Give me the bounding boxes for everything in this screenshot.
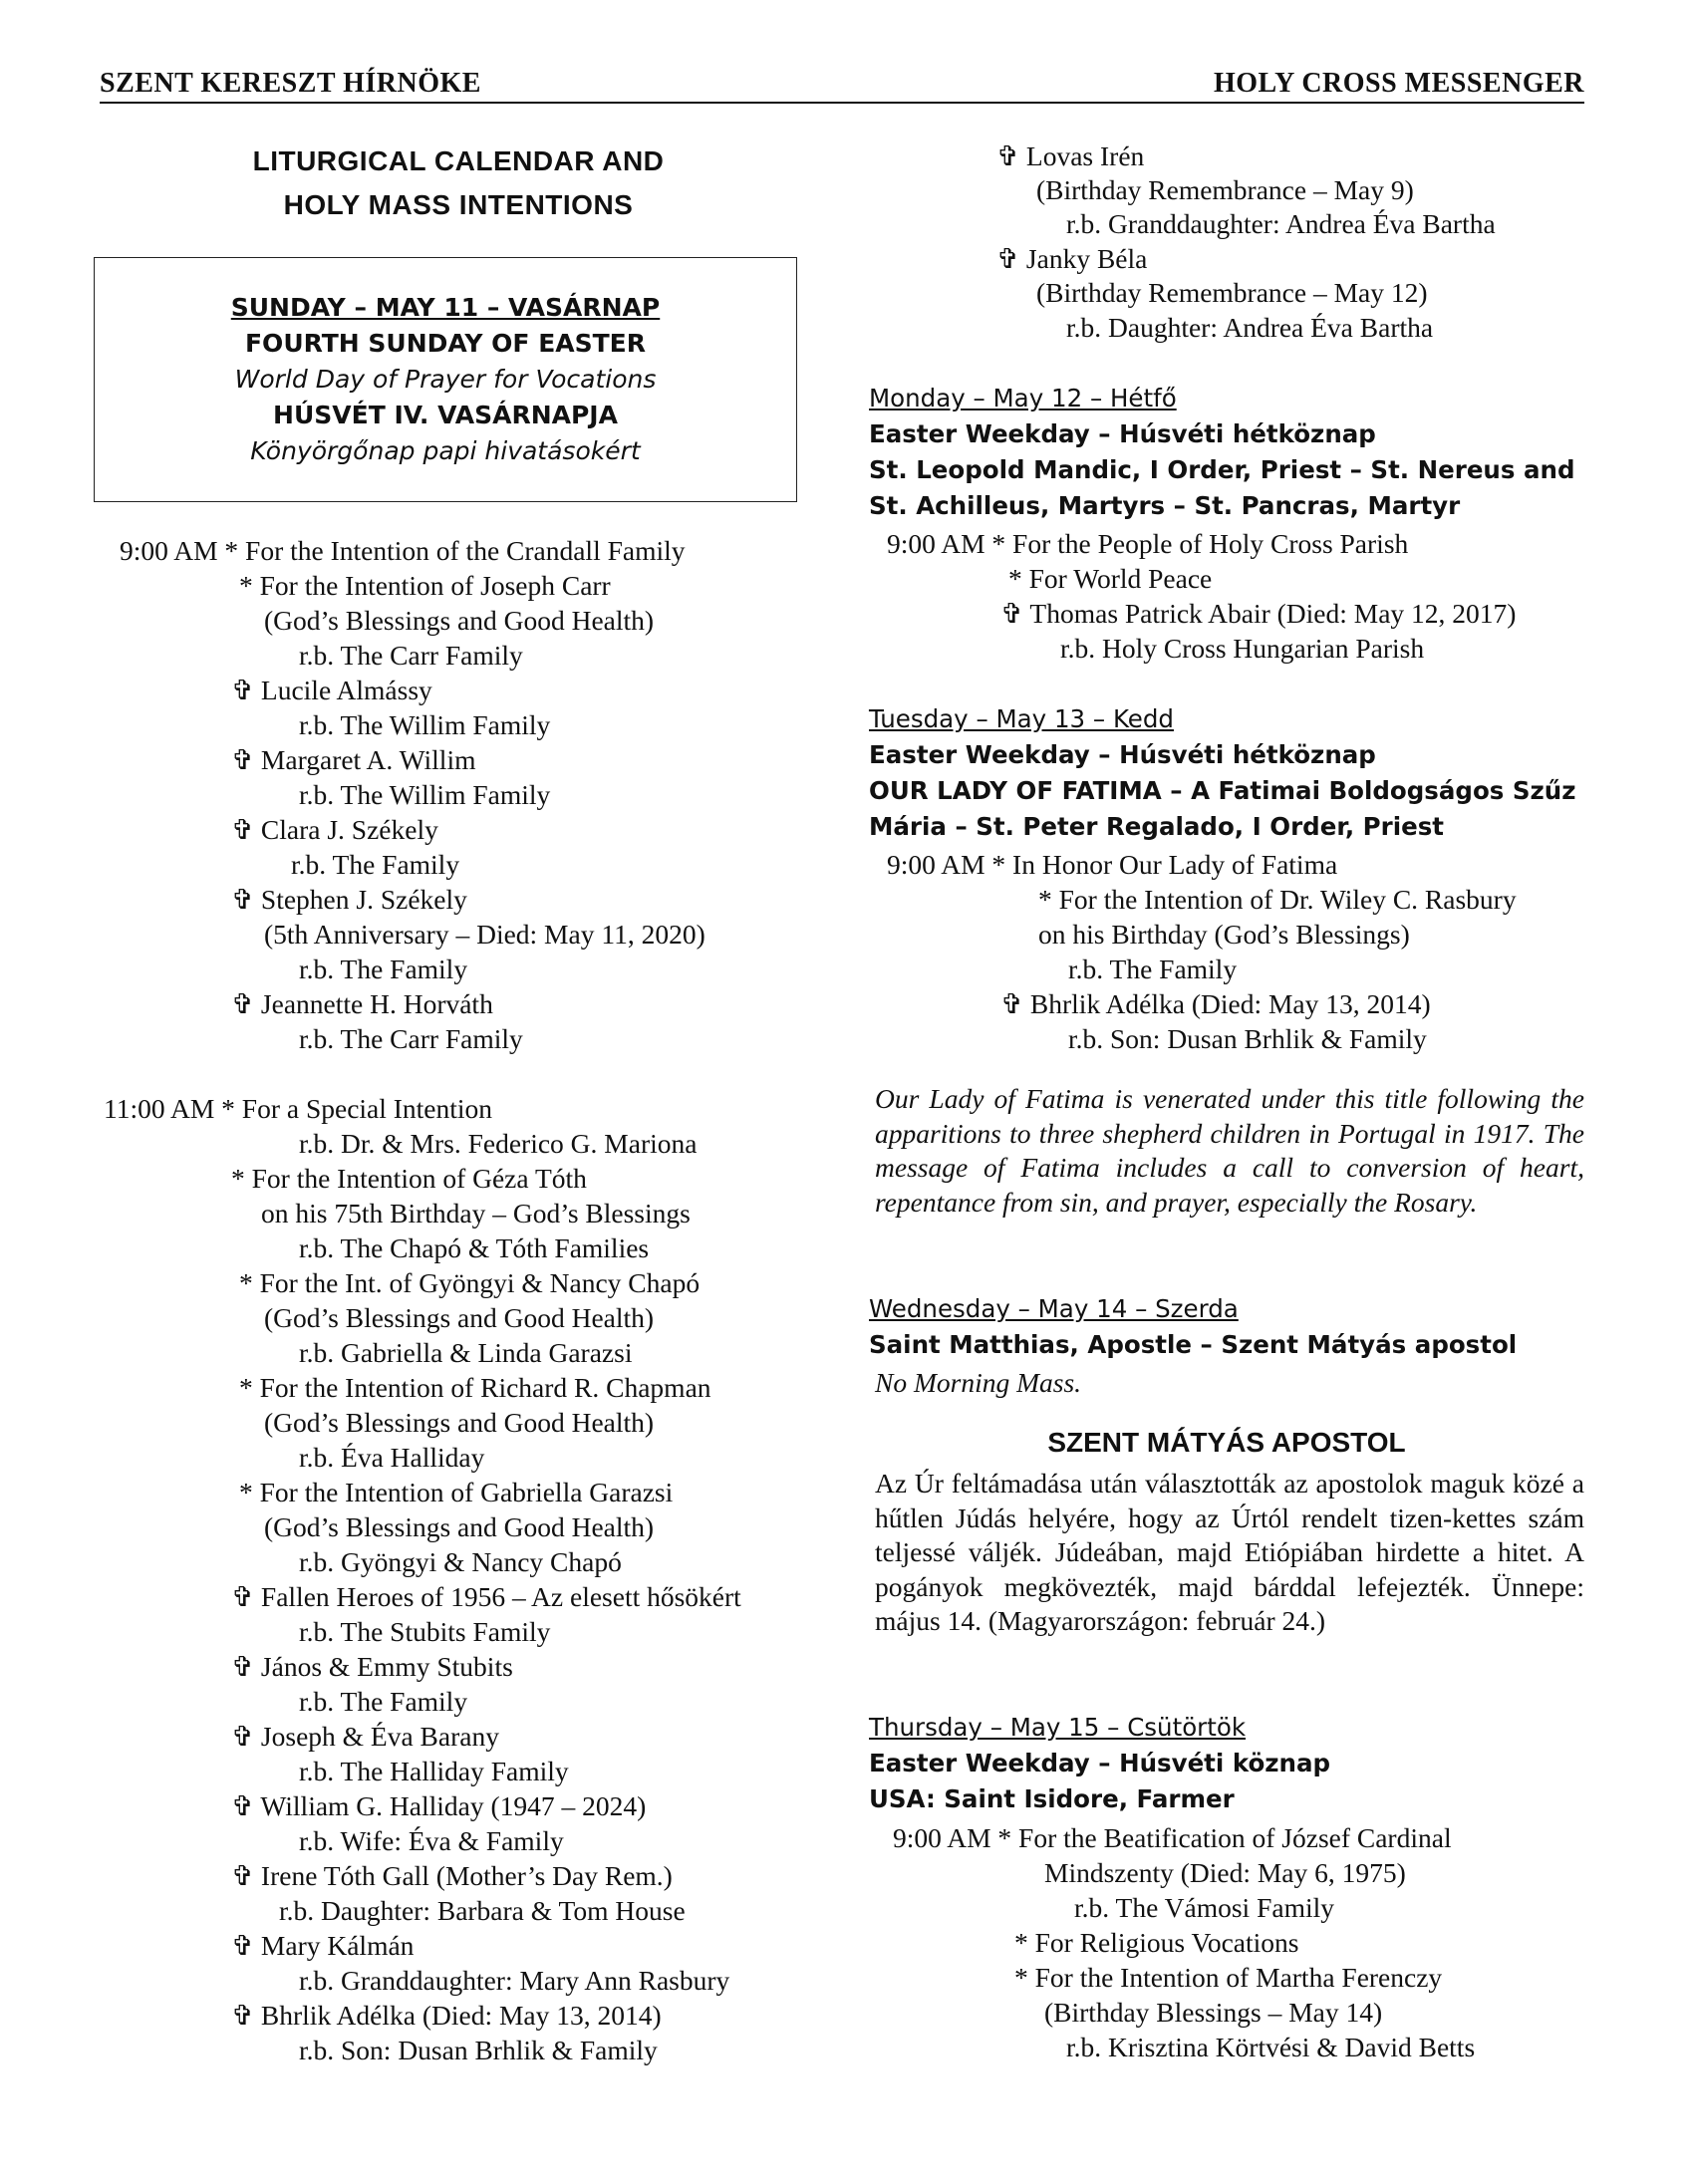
tuesday-heading: Mária – St. Peter Regalado, I Order, Priest <box>869 812 1445 841</box>
mass-line: * For World Peace <box>1008 563 1213 594</box>
calendar-title <box>100 139 817 227</box>
mass-line: ✞ Lucile Almássy <box>231 675 432 705</box>
mass-line: ✞ János & Emmy Stubits <box>231 1651 513 1682</box>
mass-line: r.b. The Family <box>299 954 468 984</box>
wednesday-date: Wednesday – May 14 – Szerda <box>869 1294 1239 1323</box>
section-title: SZENT MÁTYÁS APOSTOL <box>1047 1427 1406 1458</box>
sunday-observance: World Day of Prayer for Vocations <box>234 365 657 394</box>
thursday-heading: Easter Weekday – Húsvéti köznap <box>869 1749 1331 1777</box>
mass-line: r.b. Daughter: Andrea Éva Bartha <box>1066 312 1434 343</box>
mass-line: ✞ Irene Tóth Gall (Mother’s Day Rem.) <box>231 1860 673 1891</box>
mass-line: ✞ William G. Halliday (1947 – 2024) <box>231 1790 647 1821</box>
mass-line: 9:00 AM * For the People of Holy Cross Parish <box>887 528 1409 559</box>
mass-line: r.b. Dr. & Mrs. Federico G. Mariona <box>299 1128 698 1159</box>
mass-line: * For the Int. of Gyöngyi & Nancy Chapó <box>239 1267 701 1298</box>
mass-line: ✞ Stephen J. Székely <box>231 884 467 915</box>
mass-line: r.b. The Chapó & Tóth Families <box>299 1232 650 1263</box>
sunday-feast-hu: HÚSVÉT IV. VASÁRNAPJA <box>273 401 618 429</box>
header-left-title: SZENT KERESZT HÍRNÖKE <box>100 68 481 99</box>
mass-line: r.b. Son: Dusan Brhlik & Family <box>299 2035 658 2065</box>
mass-line: ✞ Bhrlik Adélka (Died: May 13, 2014) <box>1000 988 1431 1019</box>
thursday-heading: USA: Saint Isidore, Farmer <box>869 1784 1235 1813</box>
mass-line: (Birthday Blessings – May 14) <box>1044 1997 1383 2028</box>
mass-line: ✞ Janky Béla <box>996 243 1148 274</box>
mass-line: r.b. Krisztina Körtvési & David Betts <box>1066 2032 1476 2062</box>
mass-line: r.b. The Willim Family <box>299 709 551 740</box>
header-right-title: HOLY CROSS MESSENGER <box>1213 68 1584 99</box>
fatima-note: Our Lady of Fatima is venerated under this title following the apparitions to three shepherd children in Portugal in 1917. The message of Fatima includes a call to conversion of heart, repentance from sin, and prayer, especially the Rosary. <box>875 1083 1584 1218</box>
mass-line: on his Birthday (God’s Blessings) <box>1038 919 1410 950</box>
mass-line: ✞ Margaret A. Willim <box>231 744 476 775</box>
calendar-title-line: LITURGICAL CALENDAR AND <box>252 145 665 176</box>
mass-line: ✞ Clara J. Székely <box>231 814 438 845</box>
mass-line: * For the Intention of Gabriella Garazsi <box>239 1477 674 1507</box>
mass-line: r.b. The Stubits Family <box>299 1616 551 1647</box>
sunday-observance-hu: Könyörgőnap papi hivatásokért <box>250 436 641 465</box>
mass-line: * For the Intention of Richard R. Chapman <box>239 1372 711 1403</box>
mass-line: 9:00 AM * For the Intention of the Crandall Family <box>120 535 686 566</box>
mass-line: * For the Intention of Géza Tóth <box>231 1163 587 1194</box>
mass-line: r.b. Gabriella & Linda Garazsi <box>299 1337 633 1368</box>
mass-line: r.b. Daughter: Barbara & Tom House <box>279 1895 686 1926</box>
mass-line: r.b. Éva Halliday <box>299 1442 485 1473</box>
mass-line: r.b. The Halliday Family <box>299 1756 569 1786</box>
wednesday-heading: Saint Matthias, Apostle – Szent Mátyás apostol <box>869 1330 1518 1359</box>
sunday-feast: FOURTH SUNDAY OF EASTER <box>244 329 647 358</box>
mass-line: * For Religious Vocations <box>1014 1927 1299 1958</box>
mass-line: * For the Intention of Dr. Wiley C. Rasbury <box>1038 884 1517 915</box>
mass-line: ✞ Lovas Irén <box>996 140 1145 171</box>
page-header <box>100 62 1584 104</box>
tuesday-heading: Easter Weekday – Húsvéti hétköznap <box>869 740 1376 769</box>
mass-line: r.b. The Willim Family <box>299 779 551 810</box>
mass-line: 9:00 AM * For the Beatification of József Cardinal <box>893 1822 1452 1853</box>
mass-line: r.b. Granddaughter: Mary Ann Rasbury <box>299 1965 730 1996</box>
monday-date: Monday – May 12 – Hétfő <box>869 384 1177 412</box>
sunday-box <box>94 257 797 502</box>
mass-line: * For the Intention of Joseph Carr <box>239 570 611 601</box>
thursday-date: Thursday – May 15 – Csütörtök <box>869 1713 1247 1742</box>
mass-line: (Birthday Remembrance – May 12) <box>1036 277 1428 308</box>
mass-line: ✞ Jeannette H. Horváth <box>231 988 493 1019</box>
mass-line: (Birthday Remembrance – May 9) <box>1036 174 1414 205</box>
mass-line: r.b. The Carr Family <box>299 640 523 671</box>
mass-line: * For the Intention of Martha Ferenczy <box>1014 1962 1443 1993</box>
mass-line: 11:00 AM * For a Special Intention <box>104 1093 493 1124</box>
mass-line: ✞ Mary Kálmán <box>231 1930 415 1961</box>
tuesday-date: Tuesday – May 13 – Kedd <box>869 704 1174 733</box>
mass-line: r.b. Wife: Éva & Family <box>299 1825 564 1856</box>
mass-line: (God’s Blessings and Good Health) <box>264 1407 655 1438</box>
monday-heading: Easter Weekday – Húsvéti hétköznap <box>869 419 1376 448</box>
mass-line: ✞ Thomas Patrick Abair (Died: May 12, 2017) <box>1000 598 1517 629</box>
mass-line: ✞ Fallen Heroes of 1956 – Az elesett hősökért <box>231 1581 741 1612</box>
mass-line: r.b. The Carr Family <box>299 1023 523 1054</box>
mass-line: ✞ Bhrlik Adélka (Died: May 13, 2014) <box>231 2000 662 2031</box>
mass-line: r.b. The Family <box>299 1686 468 1717</box>
mass-line: (5th Anniversary – Died: May 11, 2020) <box>264 919 705 950</box>
mass-line: 9:00 AM * In Honor Our Lady of Fatima <box>887 849 1338 880</box>
mass-line: on his 75th Birthday – God’s Blessings <box>261 1198 691 1228</box>
mass-line: ✞ Joseph & Éva Barany <box>231 1721 499 1752</box>
monday-heading: St. Leopold Mandic, I Order, Priest – St. Nereus and <box>869 455 1575 484</box>
no-mass-note: No Morning Mass. <box>875 1367 1082 1398</box>
mass-line: r.b. The Family <box>1068 954 1238 984</box>
saint-paragraph: Az Úr feltámadása után választották az apostolok maguk közé a hűtlen Júdás helyére, hogy az Úrtól rendelt tizen-kettes szám teljessé váljék. Júdeában, majd Etiópiában hirdette a hitet. A pogányok megkövezték, majd bárddal lefejezték. Ünnepe: május 14. (Magyarországon: február 24.) <box>875 1468 1584 1636</box>
calendar-title-line: HOLY MASS INTENTIONS <box>283 189 634 220</box>
monday-heading: St. Achilleus, Martyrs – St. Pancras, Martyr <box>869 491 1461 520</box>
mass-line: (God’s Blessings and Good Health) <box>264 605 655 636</box>
mass-line: r.b. The Vámosi Family <box>1074 1892 1334 1923</box>
mass-line: r.b. Granddaughter: Andrea Éva Bartha <box>1066 208 1496 239</box>
sunday-date: SUNDAY – MAY 11 – VASÁRNAP <box>230 293 661 322</box>
mass-line: r.b. The Family <box>291 849 460 880</box>
mass-line: r.b. Holy Cross Hungarian Parish <box>1060 633 1425 664</box>
mass-line: (God’s Blessings and Good Health) <box>264 1302 655 1333</box>
mass-line: r.b. Gyöngyi & Nancy Chapó <box>299 1546 622 1577</box>
mass-line: (God’s Blessings and Good Health) <box>264 1511 655 1542</box>
mass-line: r.b. Son: Dusan Brhlik & Family <box>1068 1023 1427 1054</box>
mass-line: Mindszenty (Died: May 6, 1975) <box>1044 1857 1406 1888</box>
tuesday-heading: OUR LADY OF FATIMA – A Fatimai Boldogságos Szűz <box>869 776 1576 805</box>
